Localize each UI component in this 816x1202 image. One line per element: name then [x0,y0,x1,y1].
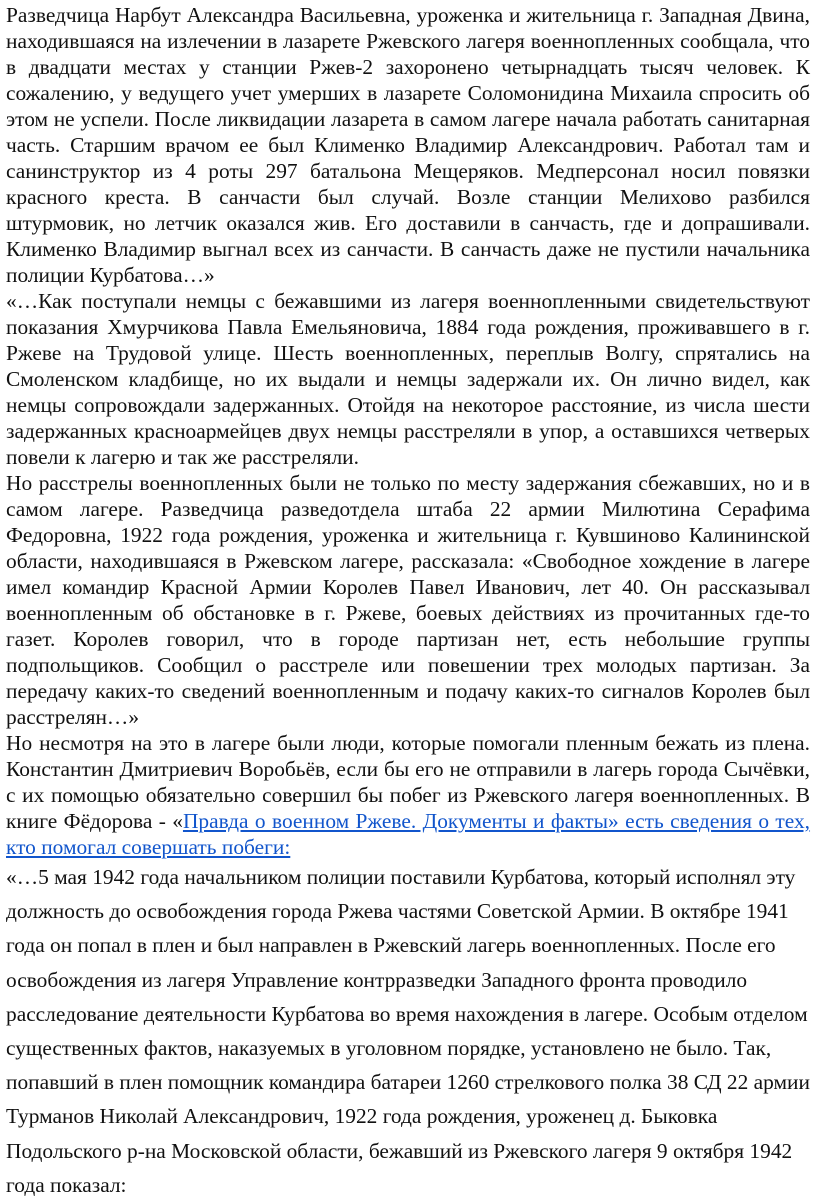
paragraph-khmurchikov-testimony: «…Как поступали немцы с бежавшими из лагеря военнопленными свидетельствуют показания Хмурчикова Павла Емельяновича, 1884 года рождения, проживавшего в г. Ржеве на Трудовой улице. Шесть военнопленных, переплыв Волгу, спрятались на Смоленском кладбище, но их выдали и немцы задержали их. Он лично видел, как немцы сопровождали задержанных. Отойдя на некоторое расстояние, из числа шести задержанных красноармейцев двух немцы расстреляли в упор, а оставшихся четверых повели к лагерю и так же расстреляли. [6,289,810,469]
paragraph-narbut-testimony: Разведчица Нарбут Александра Васильевна, уроженка и жительница г. Западная Двина, находившаяся на излечении в лазарете Ржевского лагеря военнопленных сообщала, что в двадцати местах у станции Ржев-2 захоронено четырнадцать тысяч человек. К сожалению, у ведущего учет умерших в лазарете Соломонидина Михаила спросить об этом не успели. После ликвидации лазарета в самом лагере начала работать санитарная часть. Старшим врачом ее был Клименко Владимир Александрович. Работал там и санинструктор из 4 роты 297 батальона Мещеряков. Медперсонал носил повязки красного креста. В санчасти был случай. Возле станции Мелихово разбился штурмовик, но летчик оказался жив. Его доставили в санчасть, где и допрашивали. Клименко Владимир выгнал всех из санчасти. В санчасть даже не пустили начальника полиции Курбатова…» [6,3,810,287]
paragraph-kurbatov-police: «…5 мая 1942 года начальником полиции поставили Курбатова, который исполнял эту должность до освобождения города Ржева частями Советской Армии. В октябре 1941 года он попал в плен и был направлен в Ржевский лагерь военнопленных. После его освобождения из лагеря Управление контрразведки Западного фронта проводило расследование деятельности Курбатова во время нахождения в лагере. Особым отделом существенных фактов, наказуемых в уголовном порядке, установлено не было. Так, попавший в плен помощник командира батареи 1260 стрелкового полка 38 СД 22 армии Турманов Николай Александрович, 1922 года рождения, уроженец д. Быковка Подольского р-на Московской области, бежавший из Ржевского лагеря 9 октября 1942 года показал: [6,865,810,1197]
paragraph-vorobyov-text: Но несмотря на это в лагере были люди, которые помогали пленным бежать из плена. Константин Дмитриевич Воробьёв, если бы его не отправили в лагерь города Сычёвки, с их помощью обязательно совершил бы побег из Ржевского лагеря военнопленных. В книге Фёдорова - « [6,731,810,833]
paragraph-milyutina-testimony: Но расстрелы военнопленных были не только по месту задержания сбежавших, но и в самом лагере. Разведчица разведотдела штаба 22 армии Милютина Серафима Федоровна, 1922 года рождения, уроженка и жительница г. Кувшиново Калининской области, находившаяся в Ржевском лагере, рассказала: «Свободное хождение в лагере имел командир Красной Армии Королев Павел Иванович, лет 40. Он рассказывал военнопленным об обстановке в г. Ржеве, боевых действиях из прочитанных где-то газет. Королев говорил, что в городе партизан нет, есть небольшие группы подпольщиков. Сообщил о расстреле или повешении трех молодых партизан. За передачу каких-то сведений военнопленным и подачу каких-то сигналов Королев был расстрелян…» [6,471,810,729]
paragraph-vorobyov-escape [6,730,810,860]
book-link-pravda-o-voennom-rzheve[interactable]: Правда о военном Ржеве. Документы и факты» есть сведения о тех, кто помогал совершать побеги: [6,809,811,859]
